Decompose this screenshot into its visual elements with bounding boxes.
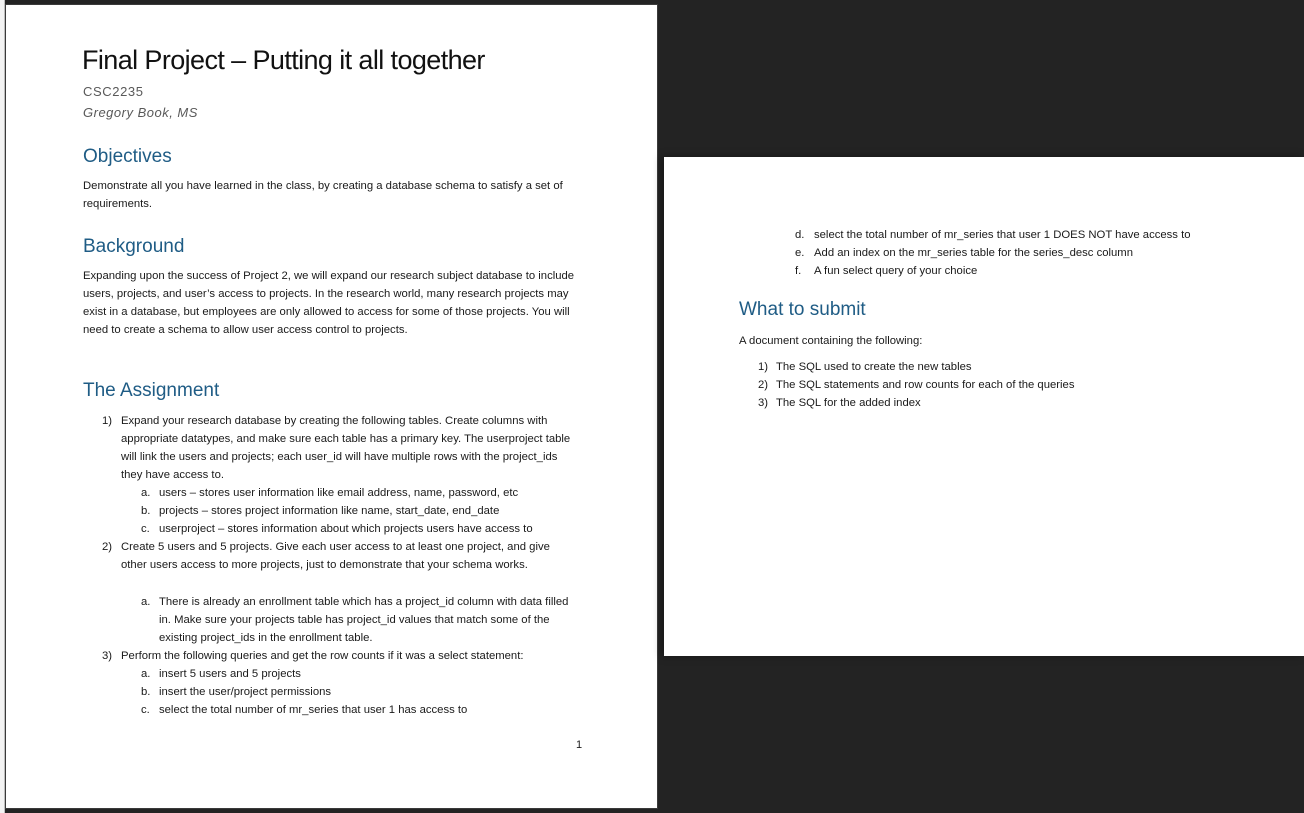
sub-item-letter: c. — [141, 523, 150, 535]
list-item-text: The SQL used to create the new tables — [776, 361, 972, 373]
list-item-text: Create 5 users and 5 projects. Give each user access to at least one project, and give other users access to more projects, just to demonstrate that your schema works. — [121, 541, 550, 571]
sub-item-letter: f. — [795, 265, 802, 277]
sub-item-letter: a. — [141, 487, 151, 499]
objectives-text: Demonstrate all you have learned in the class, by creating a database schema to satisfy a set of requirements. — [83, 180, 563, 210]
sub-item-letter: d. — [795, 229, 805, 241]
sub-item-text: select the total number of mr_series that user 1 has access to — [159, 704, 468, 716]
sub-item-letter: b. — [141, 686, 151, 698]
sub-item-text: There is already an enrollment table which has a project_id column with data filled in. Make sure your projects table has project_id values that match some of the existing project_ids in the enrollment table. — [159, 596, 569, 644]
sub-item-text: select the total number of mr_series that user 1 DOES NOT have access to — [814, 229, 1191, 241]
sub-item-letter: e. — [795, 247, 805, 259]
author-name: Gregory Book, MS — [83, 105, 198, 120]
sub-item-text: Add an index on the mr_series table for the series_desc column — [814, 247, 1133, 259]
submit-intro: A document containing the following: — [739, 335, 923, 347]
page-number: 1 — [576, 739, 583, 751]
list-item-text: The SQL for the added index — [776, 397, 921, 409]
list-item-number: 1) — [758, 361, 769, 373]
sub-item-text: projects – stores project information like name, start_date, end_date — [159, 505, 500, 517]
list-item-number: 2) — [758, 379, 769, 391]
sub-item-letter: c. — [141, 704, 150, 716]
list-item-number: 3) — [758, 397, 769, 409]
objectives-heading: Objectives — [83, 146, 172, 167]
background-text: Expanding upon the success of Project 2, we will expand our research subject database to include users, projects, and user’s access to projects. In the research world, many research projects may exist in a database, but employees are only allowed to access for some of those projects. You will need to create a schema to allow user access control to projects. — [83, 270, 575, 336]
sub-item-text: users – stores user information like email address, name, password, etc — [159, 487, 519, 499]
list-item-text: Perform the following queries and get the row counts if it was a select statement: — [121, 650, 524, 662]
page-2 — [664, 157, 1304, 656]
document-title: Final Project – Putting it all together — [82, 45, 485, 75]
course-code: CSC2235 — [83, 84, 144, 99]
assignment-heading: The Assignment — [83, 380, 220, 401]
sub-item-letter: a. — [141, 596, 151, 608]
sub-item-text: userproject – stores information about which projects users have access to — [159, 523, 533, 535]
list-item-number: 2) — [102, 541, 113, 553]
sub-item-letter: b. — [141, 505, 151, 517]
sub-item-text: insert the user/project permissions — [159, 686, 332, 698]
list-item-number: 3) — [102, 650, 113, 662]
submit-heading: What to submit — [739, 299, 866, 320]
sub-item-letter: a. — [141, 668, 151, 680]
sub-item-text: insert 5 users and 5 projects — [159, 668, 301, 680]
left-sidebar-edge — [0, 0, 5, 813]
list-item-text: Expand your research database by creating the following tables. Create columns with appropriate datatypes, and make sure each table has a primary key. The userproject table will link the users and projects; each user_id will have multiple rows with the project_ids they have access to. — [121, 415, 571, 481]
background-heading: Background — [83, 236, 185, 257]
list-item-text: The SQL statements and row counts for each of the queries — [776, 379, 1075, 391]
sub-item-text: A fun select query of your choice — [814, 265, 978, 277]
list-item-number: 1) — [102, 415, 113, 427]
page-1 — [6, 5, 657, 808]
